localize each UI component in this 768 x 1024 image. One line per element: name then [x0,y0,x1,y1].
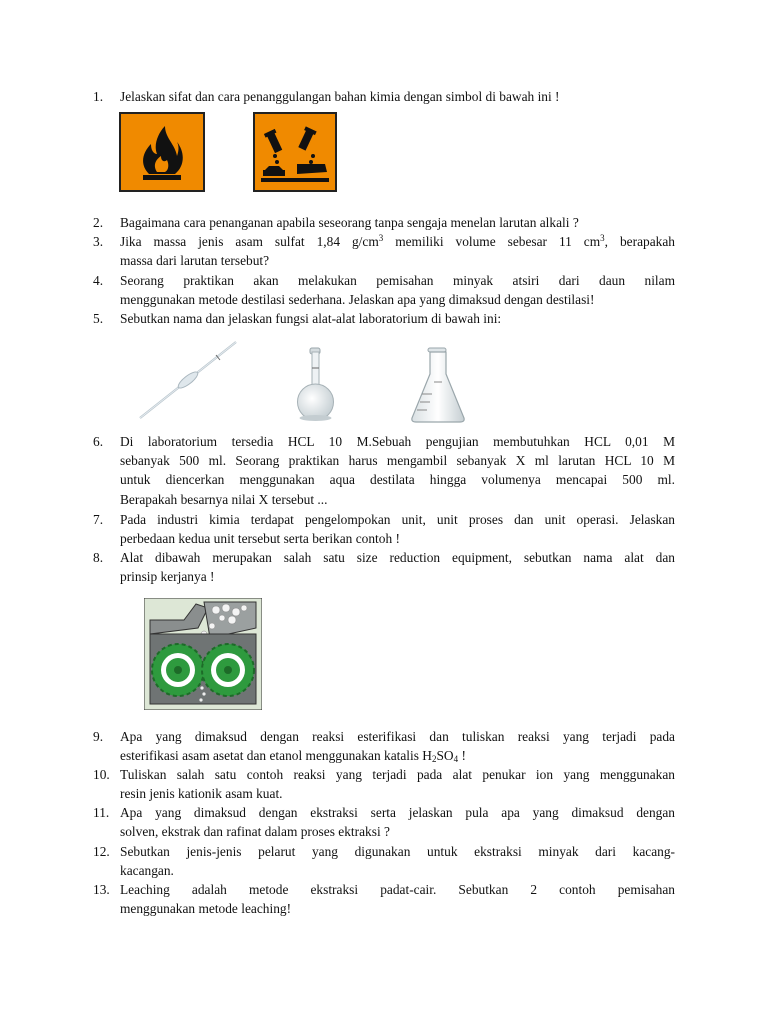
question-13 [93,880,675,918]
question-number: 9. [93,729,104,744]
question-number: 4. [93,273,104,288]
erlenmeyer-flask-icon [402,338,474,426]
volumetric-pipette-icon [134,338,242,422]
text-fragment: ! [458,748,466,764]
question-9 [93,727,675,765]
question-text-line: Apa yang dimaksud dengan reaksi esterifikasi dan tuliskan reaksi yang terjadi pada [120,729,675,744]
question-text-line: massa dari larutan tersebut? [120,253,270,269]
subscript: 2 [431,754,437,765]
question-text-line: Di laboratorium tersedia HCL 10 M.Sebuah pengujian membutuhkan HCL 0,01 M [120,434,675,449]
question-8 [93,548,675,586]
question-4 [93,271,675,309]
text-fragment: esterifikasi asam asetat dan etanol menggunakan katalis H [120,748,432,764]
question-number: 11. [93,805,110,820]
question-text-line: menggunakan metode leaching! [120,901,292,917]
subscript: 4 [453,754,459,765]
question-12 [93,842,675,880]
question-text-line: sebanyak 500 ml. Seorang praktikan harus mengambil sebanyak X ml larutan HCL 10 M [120,453,675,469]
question-text-line: Sebutkan jenis-jenis pelarut yang digunakan untuk ekstraksi minyak dari kacang- [120,844,675,859]
volumetric-flask-icon [276,338,356,424]
question-3 [93,232,675,270]
question-number: 8. [93,550,104,565]
question-2 [93,213,675,232]
question-11 [93,803,675,841]
question-text-line: solven, ekstrak dan rafinat dalam proses ektraksi ? [120,824,390,840]
question-5 [93,309,675,328]
corrosive-hazard-icon [253,112,337,192]
text-fragment: SO [436,748,454,764]
question-text-line: Pada industri kimia terdapat pengelompokan unit, unit proses dan unit operasi. Jelaskan [120,512,675,527]
question-text-line: Berapakah besarnya nilai X tersebut ... [120,491,328,507]
question-text-line: perbedaan kedua unit tersebut serta berikan contoh ! [120,531,400,547]
question-text: Bagaimana cara penanganan apabila seseorang tanpa sengaja menelan larutan alkali ? [120,215,579,230]
question-6 [93,432,675,509]
superscript: 3 [600,233,605,243]
question-number: 12. [93,844,110,859]
question-number: 2. [93,215,104,230]
question-number: 7. [93,512,104,527]
question-number: 1. [93,89,104,104]
question-text-line: Seorang praktikan akan melakukan pemisahan minyak atsiri dari daun nilam [120,273,675,288]
question-text-line: resin jenis kationik asam kuat. [120,786,283,802]
text-fragment: memiliki volume sebesar 11 cm [383,234,601,249]
question-1 [93,87,675,106]
question-text-line: prinsip kerjanya ! [120,569,215,585]
flammable-hazard-icon [119,112,205,192]
question-text-line: Alat dibawah merupakan salah satu size reduction equipment, sebutkan nama alat dan [120,550,675,565]
question-text-line [120,746,675,765]
question-number: 13. [93,882,110,897]
roll-crusher-icon [144,598,262,710]
question-10 [93,765,675,803]
text-fragment: , berapakah [604,234,675,249]
question-text-line: Apa yang dimaksud dengan ekstraksi serta jelaskan pula apa yang dimaksud dengan [120,805,675,820]
question-number: 5. [93,311,104,326]
question-number: 3. [93,234,104,249]
question-text: Jelaskan sifat dan cara penanggulangan bahan kimia dengan simbol di bawah ini ! [120,89,560,104]
question-text-line: Tuliskan salah satu contoh reaksi yang terjadi pada alat penukar ion yang menggunakan [120,767,675,782]
question-number: 6. [93,434,104,449]
question-text-line: untuk diencerkan menggunakan aqua destilata hingga volumenya mencapai 500 ml. [120,472,675,488]
question-text-line [120,232,675,251]
question-number: 10. [93,767,110,782]
text-fragment: Jika massa jenis asam sulfat 1,84 g/cm [120,234,379,249]
superscript: 3 [378,233,384,243]
question-text: Sebutkan nama dan jelaskan fungsi alat-alat laboratorium di bawah ini: [120,311,502,326]
question-text-line: menggunakan metode destilasi sederhana. Jelaskan apa yang dimaksud dengan destilasi! [120,292,595,308]
question-7 [93,510,675,548]
question-text-line: kacangan. [120,863,174,879]
question-text-line: Leaching adalah metode ekstraksi padat-cair. Sebutkan 2 contoh pemisahan [120,882,675,897]
